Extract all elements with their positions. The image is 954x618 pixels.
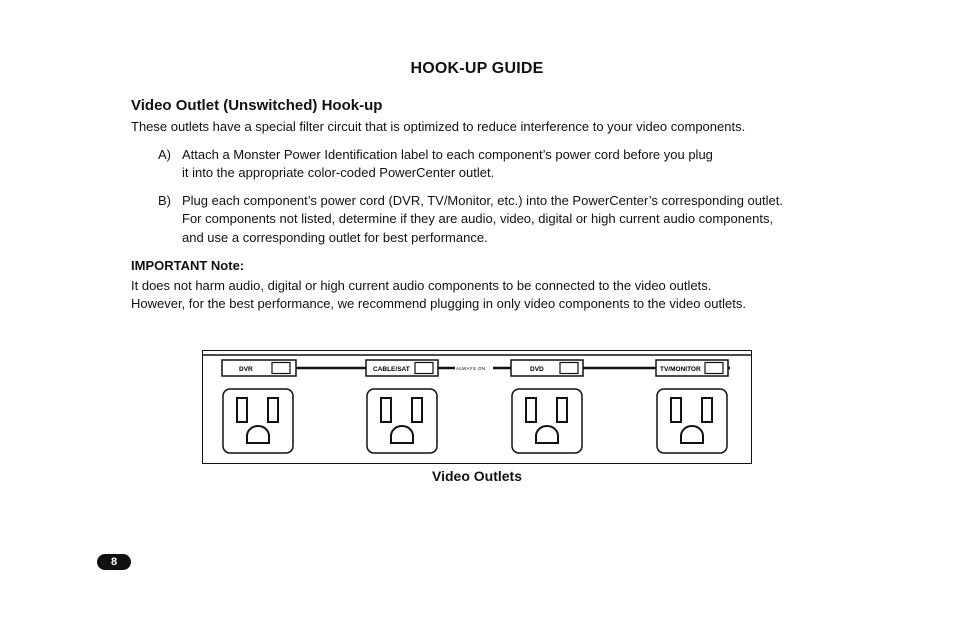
step-a-letter: A) bbox=[158, 147, 171, 162]
label-tv-monitor: TV/MONITOR bbox=[660, 366, 701, 373]
page-number-badge: 8 bbox=[97, 554, 131, 570]
figure-caption: Video Outlets bbox=[432, 468, 522, 484]
label-box-cable-sat bbox=[366, 360, 438, 376]
step-b-letter: B) bbox=[158, 193, 171, 208]
power-strip-illustration bbox=[202, 350, 752, 464]
section-intro: These outlets have a special filter circuit that is optimized to reduce interference to your video components. bbox=[131, 119, 746, 134]
label-box-dvr bbox=[222, 360, 296, 376]
outlet-dvr bbox=[223, 389, 293, 453]
step-b-line-3: and use a corresponding outlet for best performance. bbox=[182, 230, 488, 245]
important-line-2: However, for the best performance, we recommend plugging in only video components to the video outlets. bbox=[131, 296, 746, 311]
label-cable-sat: CABLE/SAT bbox=[373, 366, 410, 373]
important-line-1: It does not harm audio, digital or high current audio components to be connected to the video outlets. bbox=[131, 278, 712, 293]
outlet-tv-monitor bbox=[657, 389, 727, 453]
step-a-line-1: Attach a Monster Power Identification label to each component’s power cord before you plug bbox=[182, 147, 713, 162]
step-a-line-2: it into the appropriate color-coded PowerCenter outlet. bbox=[182, 165, 495, 180]
label-box-dvd bbox=[511, 360, 583, 376]
outlet-dvd bbox=[512, 389, 582, 453]
always-on-label: ALWAYS ON bbox=[456, 366, 486, 371]
label-dvr: DVR bbox=[239, 366, 253, 373]
step-b-line-2: For components not listed, determine if they are audio, video, digital or high current audio components, bbox=[182, 211, 774, 226]
important-heading: IMPORTANT Note: bbox=[131, 258, 245, 273]
label-dvd: DVD bbox=[530, 366, 544, 373]
section-heading: Video Outlet (Unswitched) Hook-up bbox=[131, 97, 383, 114]
step-b-line-1: Plug each component’s power cord (DVR, TV/Monitor, etc.) into the PowerCenter’s corresponding outlet. bbox=[182, 193, 783, 208]
label-box-tv-monitor bbox=[656, 360, 728, 376]
page-title: HOOK-UP GUIDE bbox=[410, 60, 544, 77]
outlet-cable-sat bbox=[367, 389, 437, 453]
